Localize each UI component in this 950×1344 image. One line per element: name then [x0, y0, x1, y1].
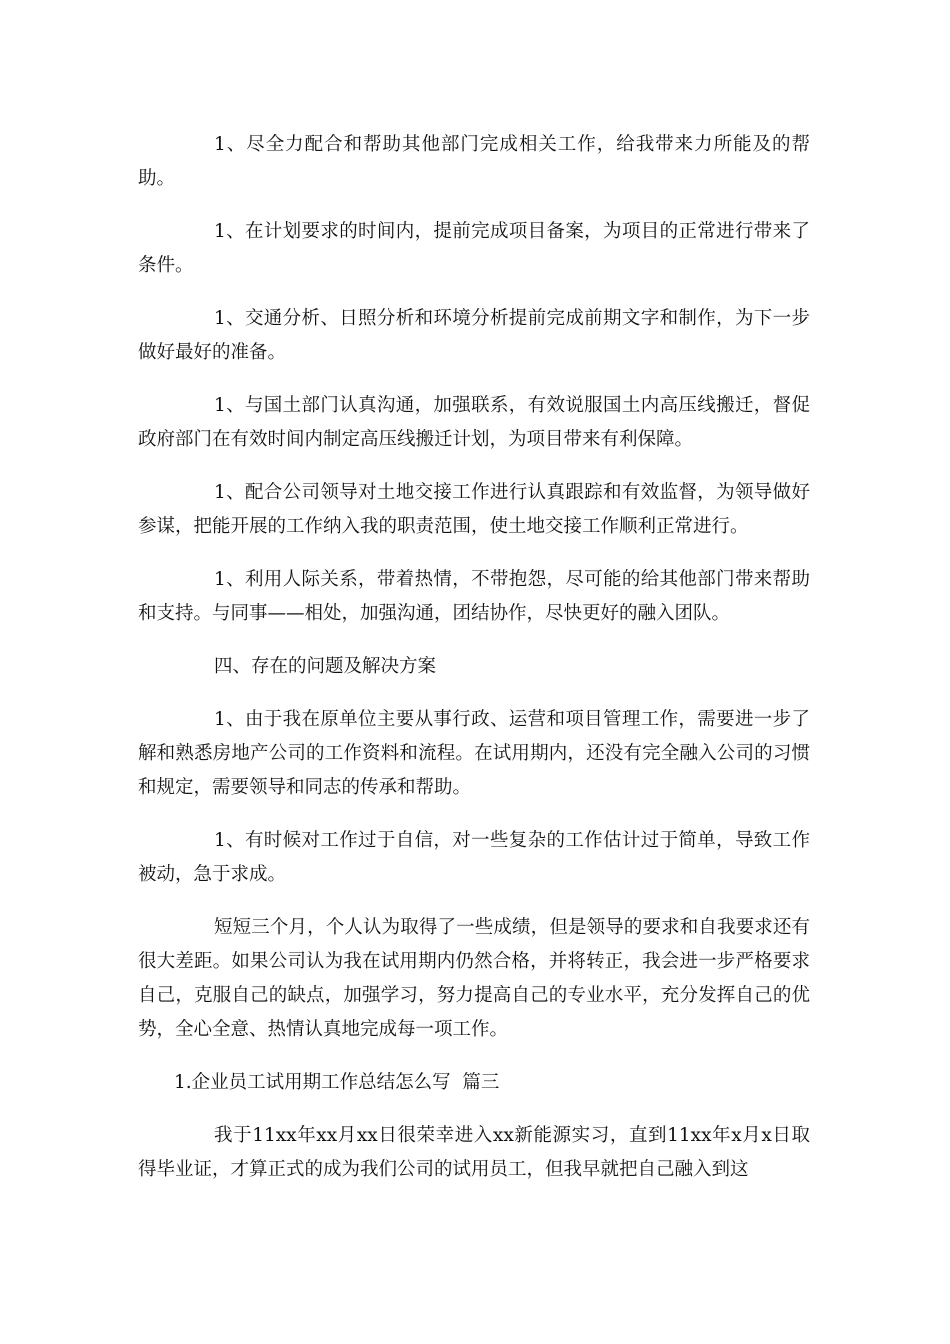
- paragraph-5: 1、配合公司领导对土地交接工作进行认真跟踪和有效监督，为领导做好参谋，把能开展的工作纳入我的职责范围，使土地交接工作顺利正常进行。: [138, 482, 810, 537]
- document-page: [138, 128, 810, 1206]
- problem-paragraph-2: 1、有时候对工作过于自信，对一些复杂的工作估计过于简单，导致工作被动，急于求成。: [138, 830, 810, 885]
- paragraph-4: 1、与国土部门认真沟通，加强联系，有效说服国土内高压线搬迁，督促政府部门在有效时间内制定高压线搬迁计划，为项目带来有利保障。: [138, 395, 810, 450]
- final-paragraph: 我于11xx年xx月xx日很荣幸进入xx新能源实习，直到11xx年x月x日取得毕业证，才算正式的成为我们公司的试用员工，但我早就把自己融入到这: [138, 1125, 810, 1180]
- next-article-title: 1.企业员工试用期工作总结怎么写 篇三: [174, 1072, 500, 1093]
- section-heading: 四、存在的问题及解决方案: [214, 656, 437, 677]
- paragraph-2: 1、在计划要求的时间内，提前完成项目备案，为项目的正常进行带来了条件。: [138, 221, 810, 276]
- paragraph-6: 1、利用人际关系，带着热情，不带抱怨，尽可能的给其他部门带来帮助和支持。与同事——相处，加强沟通，团结协作，尽快更好的融入团队。: [138, 569, 810, 624]
- paragraph-3: 1、交通分析、日照分析和环境分析提前完成前期文字和制作，为下一步做好最好的准备。: [138, 308, 810, 363]
- problem-paragraph-1: 1、由于我在原单位主要从事行政、运营和项目管理工作，需要进一步了解和熟悉房地产公司的工作资料和流程。在试用期内，还没有完全融入公司的习惯和规定，需要领导和同志的传承和帮助。: [138, 709, 810, 798]
- conclusion-paragraph: 短短三个月，个人认为取得了一些成绩，但是领导的要求和自我要求还有很大差距。如果公司认为我在试用期内仍然合格，并将转正，我会进一步严格要求自己，克服自己的缺点，加强学习，努力提高自己的专业水平，充分发挥自己的优势，全心全意、热情认真地完成每一项工作。: [138, 917, 810, 1040]
- paragraph-1: 1、尽全力配合和帮助其他部门完成相关工作，给我带来力所能及的帮助。: [138, 134, 810, 189]
